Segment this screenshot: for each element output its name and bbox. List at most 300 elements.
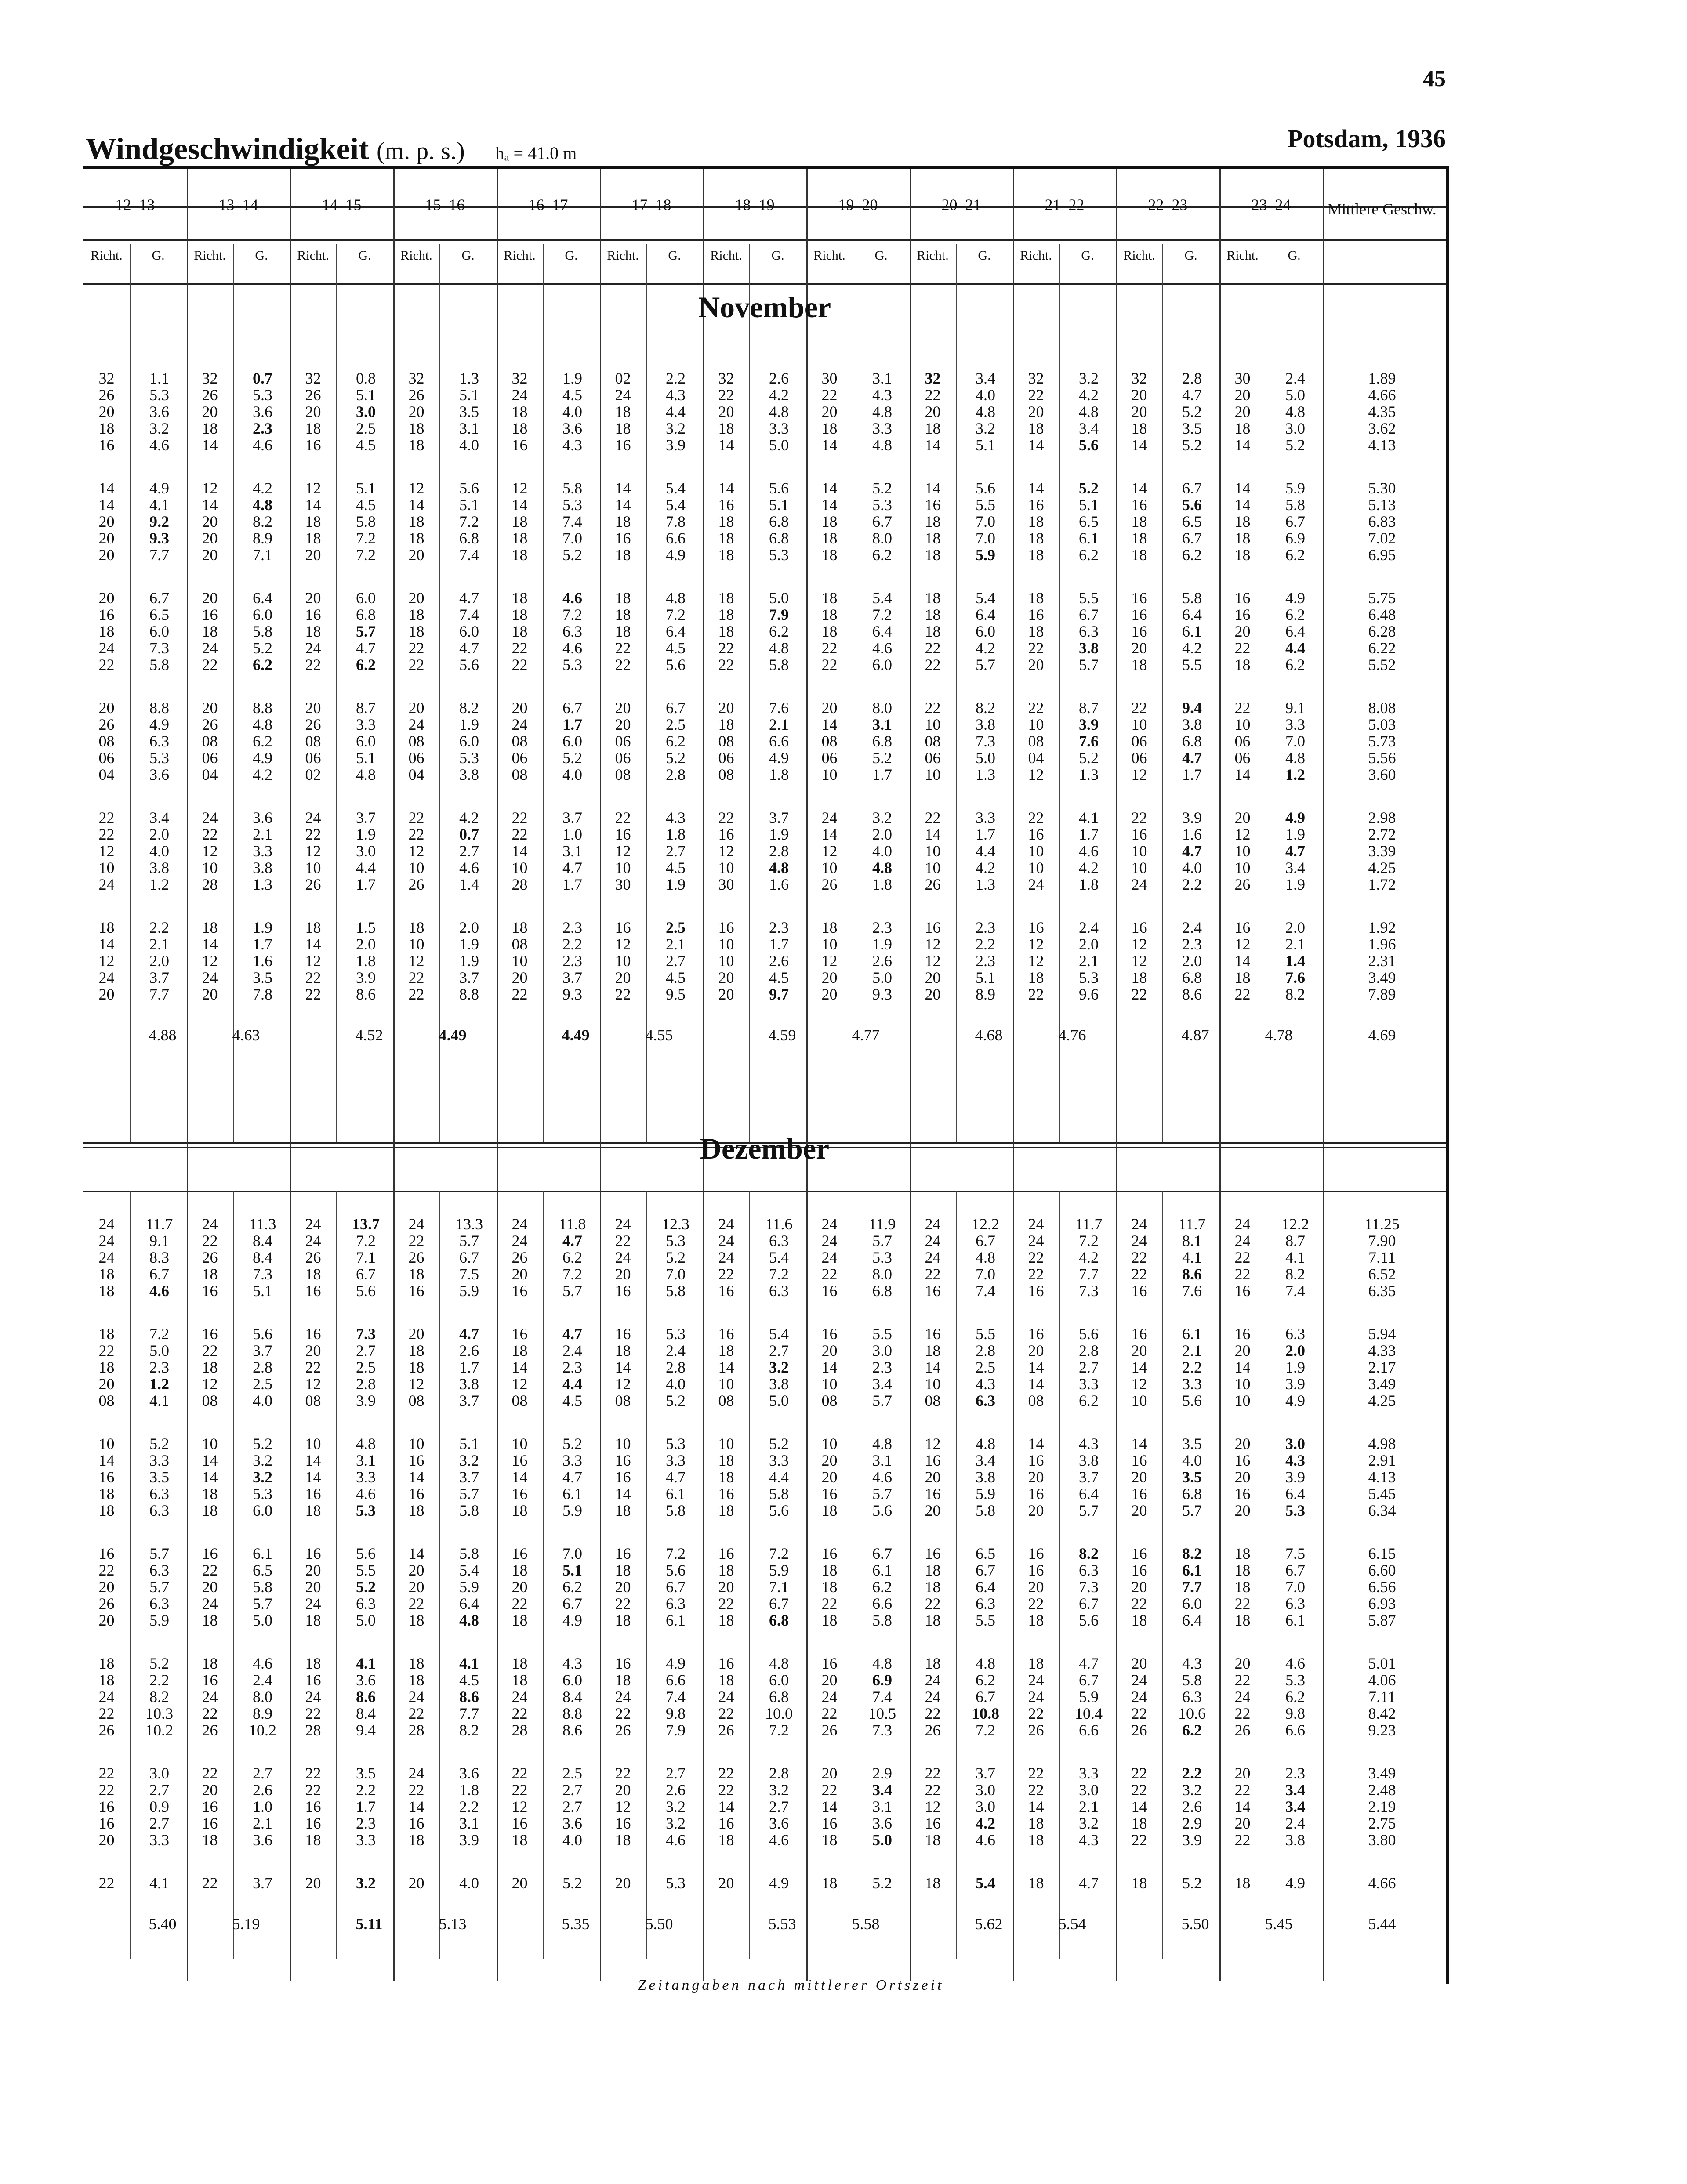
speed-value: 2.0 — [872, 826, 892, 843]
direction-value: 10 — [615, 1435, 631, 1452]
direction-value: 20 — [98, 403, 115, 420]
speed-value: 4.0 — [1182, 859, 1202, 876]
direction-value: 16 — [821, 1545, 838, 1562]
speed-value: 5.5 — [976, 1325, 995, 1343]
direction-value: 14 — [1234, 766, 1251, 783]
column-mean: 5.50 — [645, 1915, 673, 1933]
speed-value: 5.2 — [562, 1874, 582, 1892]
speed-value: 9.5 — [666, 985, 686, 1003]
direction-value: 18 — [821, 529, 838, 547]
direction-value: 14 — [821, 436, 838, 454]
speed-value: 5.4 — [769, 1325, 789, 1343]
speed-value: 2.1 — [253, 1815, 272, 1832]
speed-value: 3.7 — [253, 1342, 272, 1359]
direction-value: 18 — [1234, 420, 1251, 437]
direction-value: 06 — [718, 749, 734, 767]
direction-value: 20 — [1131, 1655, 1147, 1672]
direction-value: 18 — [925, 513, 941, 530]
speed-value: 6.0 — [356, 732, 376, 750]
period-separator — [187, 169, 188, 1981]
speed-value: 5.4 — [769, 1249, 789, 1266]
subcolumn-separator — [956, 1191, 957, 1959]
speed-value: 5.2 — [1182, 436, 1202, 454]
speed-value: 6.0 — [976, 623, 995, 640]
direction-value: 14 — [98, 496, 115, 514]
speed-value: 2.7 — [149, 1781, 169, 1799]
direction-value: 10 — [718, 1435, 734, 1452]
direction-value: 22 — [718, 639, 734, 657]
direction-value: 20 — [98, 1578, 115, 1596]
direction-value: 20 — [718, 1578, 734, 1596]
column-header-speed: G. — [874, 248, 888, 263]
speed-value: 5.2 — [1182, 1874, 1202, 1892]
speed-value: 3.2 — [976, 420, 995, 437]
direction-value: 26 — [408, 1249, 424, 1266]
period-header: 22–23 — [1148, 196, 1188, 214]
direction-value: 26 — [98, 386, 115, 404]
direction-value: 18 — [408, 436, 424, 454]
speed-value: 3.1 — [562, 842, 582, 860]
speed-value: 3.1 — [459, 420, 479, 437]
direction-value: 22 — [1028, 386, 1044, 404]
speed-value: 6.8 — [769, 1612, 789, 1629]
speed-value: 4.0 — [872, 842, 892, 860]
direction-value: 26 — [408, 876, 424, 893]
direction-value: 18 — [615, 589, 631, 607]
speed-value: 5.6 — [356, 1282, 376, 1300]
speed-value: 7.2 — [769, 1721, 789, 1739]
direction-value: 08 — [98, 732, 115, 750]
direction-value: 12 — [615, 842, 631, 860]
speed-value: 4.9 — [1285, 1874, 1305, 1892]
direction-value: 20 — [305, 1561, 321, 1579]
direction-value: 12 — [202, 479, 218, 497]
direction-value: 14 — [925, 826, 941, 843]
speed-value: 3.8 — [976, 1468, 995, 1486]
direction-value: 16 — [202, 1282, 218, 1300]
period-header: 18–19 — [735, 196, 775, 214]
direction-value: 16 — [1131, 1485, 1147, 1503]
direction-value: 26 — [925, 876, 941, 893]
direction-value: 18 — [408, 1358, 424, 1376]
speed-value: 8.9 — [253, 1705, 272, 1722]
speed-value: 5.2 — [872, 479, 892, 497]
speed-value: 4.9 — [666, 546, 686, 564]
direction-value: 20 — [1028, 656, 1044, 674]
speed-value: 5.8 — [769, 656, 789, 674]
direction-value: 18 — [98, 1502, 115, 1519]
table-rule — [83, 283, 1446, 285]
row-mean: 5.94 — [1368, 1325, 1396, 1343]
direction-value: 14 — [821, 826, 838, 843]
speed-value: 8.9 — [976, 985, 995, 1003]
speed-value: 6.3 — [562, 623, 582, 640]
speed-value: 4.9 — [149, 479, 169, 497]
direction-value: 08 — [512, 1392, 528, 1409]
direction-value: 26 — [305, 716, 321, 733]
direction-value: 22 — [925, 1265, 941, 1283]
direction-value: 24 — [718, 1249, 734, 1266]
direction-value: 18 — [98, 1358, 115, 1376]
speed-value: 2.7 — [459, 842, 479, 860]
direction-value: 22 — [1234, 1831, 1251, 1849]
speed-value: 3.2 — [459, 1452, 479, 1469]
direction-value: 18 — [512, 606, 528, 623]
direction-value: 18 — [1131, 1874, 1147, 1892]
speed-value: 2.8 — [666, 766, 686, 783]
speed-value: 4.2 — [253, 479, 272, 497]
speed-value: 6.7 — [356, 1265, 376, 1283]
direction-value: 16 — [1028, 1325, 1044, 1343]
row-mean: 1.92 — [1368, 919, 1396, 936]
direction-value: 10 — [408, 1435, 424, 1452]
speed-value: 2.3 — [976, 952, 995, 970]
speed-value: 3.0 — [356, 842, 376, 860]
direction-value: 14 — [1234, 1358, 1251, 1376]
direction-value: 20 — [305, 1874, 321, 1892]
direction-value: 12 — [202, 952, 218, 970]
direction-value: 16 — [1234, 1282, 1251, 1300]
speed-value: 8.7 — [356, 699, 376, 717]
direction-value: 18 — [512, 1342, 528, 1359]
direction-value: 18 — [98, 1282, 115, 1300]
direction-value: 22 — [821, 386, 838, 404]
direction-value: 18 — [1131, 529, 1147, 547]
direction-value: 22 — [1234, 1781, 1251, 1799]
speed-value: 6.4 — [253, 589, 272, 607]
direction-value: 18 — [821, 513, 838, 530]
direction-value: 14 — [202, 436, 218, 454]
speed-value: 3.6 — [253, 809, 272, 826]
column-mean: 4.78 — [1265, 1026, 1293, 1044]
column-mean: 5.58 — [852, 1915, 880, 1933]
direction-value: 28 — [202, 876, 218, 893]
direction-value: 16 — [925, 1452, 941, 1469]
direction-value: 16 — [1028, 1452, 1044, 1469]
speed-value: 3.1 — [872, 716, 892, 733]
direction-value: 10 — [408, 859, 424, 876]
direction-value: 14 — [821, 496, 838, 514]
speed-value: 6.1 — [562, 1485, 582, 1503]
speed-value: 6.8 — [1182, 969, 1202, 986]
speed-value: 4.2 — [1079, 859, 1099, 876]
speed-value: 3.3 — [769, 420, 789, 437]
speed-value: 4.9 — [1285, 809, 1305, 826]
speed-value: 7.1 — [253, 546, 272, 564]
direction-value: 22 — [1131, 1764, 1147, 1782]
speed-value: 6.7 — [769, 1595, 789, 1612]
speed-value: 7.6 — [769, 699, 789, 717]
speed-value: 3.1 — [356, 1452, 376, 1469]
direction-value: 16 — [718, 1815, 734, 1832]
speed-value: 3.0 — [872, 1342, 892, 1359]
direction-value: 24 — [512, 1688, 528, 1706]
speed-value: 7.0 — [976, 513, 995, 530]
direction-value: 20 — [1234, 623, 1251, 640]
speed-value: 6.4 — [1079, 1485, 1099, 1503]
speed-value: 4.4 — [976, 842, 995, 860]
direction-value: 18 — [925, 1561, 941, 1579]
speed-value: 3.2 — [872, 809, 892, 826]
direction-value: 22 — [615, 1705, 631, 1722]
column-mean: 4.69 — [1368, 1026, 1396, 1044]
speed-value: 7.0 — [562, 1545, 582, 1562]
direction-value: 06 — [98, 749, 115, 767]
direction-value: 18 — [512, 513, 528, 530]
speed-value: 4.7 — [1182, 842, 1202, 860]
direction-value: 22 — [1131, 1595, 1147, 1612]
speed-value: 3.1 — [872, 1798, 892, 1815]
direction-value: 22 — [925, 656, 941, 674]
speed-value: 7.8 — [666, 513, 686, 530]
column-header-direction: Richt. — [400, 248, 432, 263]
speed-value: 3.8 — [149, 859, 169, 876]
direction-value: 16 — [1234, 1452, 1251, 1469]
direction-value: 04 — [202, 766, 218, 783]
direction-value: 32 — [305, 369, 321, 387]
direction-value: 18 — [305, 420, 321, 437]
speed-value: 5.3 — [666, 1874, 686, 1892]
speed-value: 10.4 — [1075, 1705, 1103, 1722]
speed-value: 5.3 — [253, 1485, 272, 1503]
direction-value: 18 — [202, 1612, 218, 1629]
speed-value: 4.8 — [666, 589, 686, 607]
direction-value: 18 — [718, 420, 734, 437]
period-header: 19–20 — [838, 196, 878, 214]
speed-value: 5.0 — [769, 589, 789, 607]
speed-value: 5.0 — [976, 749, 995, 767]
direction-value: 14 — [821, 1798, 838, 1815]
direction-value: 14 — [408, 1798, 424, 1815]
direction-value: 14 — [408, 496, 424, 514]
speed-value: 1.7 — [562, 876, 582, 893]
speed-value: 1.8 — [666, 826, 686, 843]
speed-value: 2.1 — [253, 826, 272, 843]
row-mean: 4.66 — [1368, 1874, 1396, 1892]
column-header-direction: Richt. — [1020, 248, 1052, 263]
speed-value: 2.2 — [1182, 1358, 1202, 1376]
direction-value: 18 — [1234, 546, 1251, 564]
direction-value: 22 — [821, 1265, 838, 1283]
speed-value: 2.6 — [666, 1781, 686, 1799]
speed-value: 2.8 — [666, 1358, 686, 1376]
direction-value: 14 — [512, 842, 528, 860]
direction-value: 18 — [1028, 546, 1044, 564]
speed-value: 6.3 — [1182, 1688, 1202, 1706]
speed-value: 3.3 — [769, 1452, 789, 1469]
speed-value: 6.3 — [1285, 1595, 1305, 1612]
speed-value: 4.0 — [562, 766, 582, 783]
direction-value: 20 — [821, 403, 838, 420]
direction-value: 16 — [202, 1671, 218, 1689]
period-separator — [1013, 169, 1014, 1981]
speed-value: 3.4 — [976, 369, 995, 387]
column-header-speed: G. — [358, 248, 371, 263]
speed-value: 6.3 — [1079, 1561, 1099, 1579]
speed-value: 6.1 — [1079, 529, 1099, 547]
direction-value: 08 — [718, 766, 734, 783]
direction-value: 14 — [408, 1545, 424, 1562]
speed-value: 3.3 — [356, 1831, 376, 1849]
speed-value: 7.7 — [149, 546, 169, 564]
speed-value: 9.8 — [666, 1705, 686, 1722]
direction-value: 24 — [1028, 1232, 1044, 1250]
speed-value: 7.2 — [562, 1265, 582, 1283]
direction-value: 08 — [1028, 1392, 1044, 1409]
direction-value: 18 — [98, 623, 115, 640]
speed-value: 3.7 — [459, 1392, 479, 1409]
direction-value: 16 — [1028, 1485, 1044, 1503]
direction-value: 14 — [512, 496, 528, 514]
speed-value: 2.8 — [1079, 1342, 1099, 1359]
direction-value: 20 — [718, 985, 734, 1003]
speed-value: 6.8 — [769, 513, 789, 530]
column-header-speed: G. — [1288, 248, 1301, 263]
speed-value: 1.7 — [356, 876, 376, 893]
speed-value: 4.1 — [1182, 1249, 1202, 1266]
direction-value: 16 — [925, 1545, 941, 1562]
direction-value: 16 — [718, 1655, 734, 1672]
direction-value: 20 — [925, 403, 941, 420]
speed-value: 5.0 — [872, 969, 892, 986]
row-mean: 3.39 — [1368, 842, 1396, 860]
speed-value: 5.6 — [1079, 436, 1099, 454]
direction-value: 18 — [1028, 1874, 1044, 1892]
period-header: 21–22 — [1045, 196, 1085, 214]
column-mean: 4.63 — [232, 1026, 260, 1044]
direction-value: 22 — [305, 1705, 321, 1722]
speed-value: 5.3 — [149, 749, 169, 767]
speed-value: 10.2 — [249, 1721, 276, 1739]
speed-value: 1.3 — [253, 876, 272, 893]
direction-value: 14 — [1028, 1358, 1044, 1376]
direction-value: 32 — [925, 369, 941, 387]
speed-value: 5.2 — [253, 1435, 272, 1452]
speed-value: 7.4 — [459, 546, 479, 564]
speed-value: 3.7 — [769, 809, 789, 826]
speed-value: 6.8 — [356, 606, 376, 623]
speed-value: 7.8 — [253, 985, 272, 1003]
speed-value: 4.8 — [769, 639, 789, 657]
speed-value: 2.6 — [769, 369, 789, 387]
direction-value: 08 — [1028, 732, 1044, 750]
speed-value: 5.3 — [666, 1232, 686, 1250]
direction-value: 22 — [1028, 1705, 1044, 1722]
direction-value: 18 — [718, 1561, 734, 1579]
title-text: Windgeschwindigkeit — [86, 132, 369, 166]
speed-value: 3.9 — [1182, 809, 1202, 826]
speed-value: 1.9 — [1285, 826, 1305, 843]
speed-value: 7.4 — [562, 513, 582, 530]
direction-value: 16 — [512, 1815, 528, 1832]
speed-value: 11.7 — [1075, 1215, 1103, 1233]
direction-value: 20 — [98, 1375, 115, 1393]
speed-value: 5.2 — [562, 749, 582, 767]
speed-value: 5.2 — [666, 749, 686, 767]
direction-value: 12 — [98, 952, 115, 970]
direction-value: 16 — [615, 1655, 631, 1672]
speed-value: 5.8 — [666, 1502, 686, 1519]
speed-value: 2.5 — [666, 919, 686, 936]
direction-value: 16 — [1234, 589, 1251, 607]
row-mean: 3.49 — [1368, 1764, 1396, 1782]
speed-value: 4.2 — [769, 386, 789, 404]
speed-value: 4.8 — [976, 1249, 995, 1266]
speed-value: 4.8 — [459, 1612, 479, 1629]
speed-value: 3.8 — [976, 716, 995, 733]
speed-value: 6.7 — [976, 1561, 995, 1579]
row-mean: 6.48 — [1368, 606, 1396, 623]
direction-value: 18 — [512, 1612, 528, 1629]
direction-value: 18 — [1234, 529, 1251, 547]
speed-value: 2.3 — [149, 1358, 169, 1376]
direction-value: 18 — [408, 1671, 424, 1689]
speed-value: 3.0 — [149, 1764, 169, 1782]
speed-value: 5.4 — [976, 1874, 995, 1892]
direction-value: 18 — [305, 919, 321, 936]
direction-value: 16 — [1028, 1545, 1044, 1562]
speed-value: 8.4 — [356, 1705, 376, 1722]
speed-value: 5.1 — [253, 1282, 272, 1300]
speed-value: 5.1 — [459, 386, 479, 404]
direction-value: 22 — [1028, 1764, 1044, 1782]
direction-value: 10 — [1234, 842, 1251, 860]
row-mean: 5.01 — [1368, 1655, 1396, 1672]
speed-value: 7.2 — [872, 606, 892, 623]
speed-value: 4.5 — [356, 436, 376, 454]
direction-value: 22 — [512, 639, 528, 657]
speed-value: 1.6 — [1182, 826, 1202, 843]
row-mean: 4.35 — [1368, 403, 1396, 420]
speed-value: 3.4 — [149, 809, 169, 826]
speed-value: 6.3 — [1285, 1325, 1305, 1343]
direction-value: 22 — [98, 1781, 115, 1799]
direction-value: 18 — [1131, 1815, 1147, 1832]
speed-value: 7.0 — [976, 1265, 995, 1283]
direction-value: 20 — [98, 1612, 115, 1629]
speed-value: 1.7 — [562, 716, 582, 733]
direction-value: 18 — [408, 623, 424, 640]
speed-value: 5.0 — [769, 436, 789, 454]
direction-value: 22 — [925, 386, 941, 404]
speed-value: 6.6 — [666, 529, 686, 547]
direction-value: 20 — [1234, 1468, 1251, 1486]
speed-value: 5.8 — [253, 623, 272, 640]
speed-value: 8.4 — [253, 1249, 272, 1266]
speed-value: 6.7 — [149, 1265, 169, 1283]
speed-value: 5.5 — [976, 496, 995, 514]
speed-value: 5.7 — [459, 1232, 479, 1250]
speed-value: 2.3 — [356, 1815, 376, 1832]
row-mean: 1.72 — [1368, 876, 1396, 893]
direction-value: 10 — [512, 952, 528, 970]
direction-value: 16 — [305, 606, 321, 623]
column-mean: 4.49 — [439, 1026, 467, 1044]
speed-value: 4.8 — [356, 766, 376, 783]
direction-value: 22 — [821, 1705, 838, 1722]
speed-value: 1.2 — [149, 1375, 169, 1393]
speed-value: 5.6 — [356, 1545, 376, 1562]
speed-value: 5.6 — [1079, 1612, 1099, 1629]
direction-value: 10 — [98, 859, 115, 876]
period-separator — [806, 169, 808, 1981]
direction-value: 18 — [1028, 1815, 1044, 1832]
speed-value: 3.5 — [253, 969, 272, 986]
direction-value: 20 — [408, 1874, 424, 1892]
direction-value: 20 — [615, 1781, 631, 1799]
speed-value: 4.0 — [459, 436, 479, 454]
direction-value: 22 — [615, 656, 631, 674]
